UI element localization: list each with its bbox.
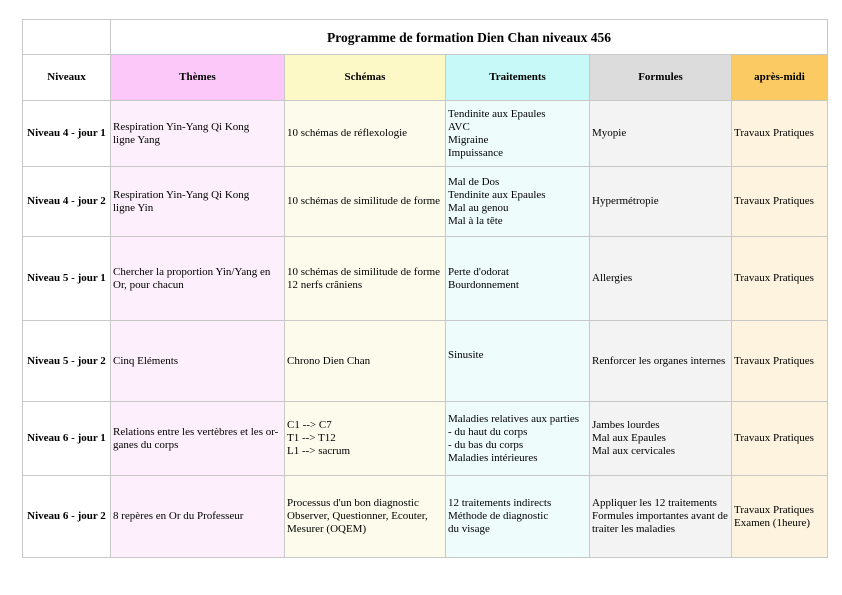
schemas-cell: 10 schémas de similitude de forme 12 nerfs crâniens (285, 237, 446, 321)
table-row (23, 101, 828, 167)
formules-cell: Renforcer les organes internes (590, 321, 732, 402)
formules-cell: Allergies (590, 237, 732, 321)
traitements-cell: Tendinite aux Epaules AVC Migraine Impuissance (446, 101, 590, 167)
apres-midi-cell: Travaux Pratiques (732, 237, 828, 321)
traitements-cell: Perte d'odorat Bourdonnement (446, 237, 590, 321)
header-formules: Formules (590, 55, 732, 101)
header-niveaux: Niveaux (23, 55, 111, 101)
schemas-cell: C1 --> C7 T1 --> T12 L1 --> sacrum (285, 402, 446, 476)
table-row (23, 237, 828, 321)
themes-cell: Respiration Yin-Yang Qi Kong ligne Yin (111, 167, 285, 237)
traitements-cell: Sinusite (446, 321, 590, 402)
header-row (23, 55, 828, 101)
header-traitements: Traitements (446, 55, 590, 101)
themes-cell: Respiration Yin-Yang Qi Kong ligne Yang (111, 101, 285, 167)
training-program-table (22, 19, 828, 558)
niveau-cell: Niveau 4 - jour 1 (23, 101, 111, 167)
traitements-cell: Mal de Dos Tendinite aux Epaules Mal au genou Mal à la tête (446, 167, 590, 237)
header-schemas: Schémas (285, 55, 446, 101)
schemas-cell: Chrono Dien Chan (285, 321, 446, 402)
themes-cell: Relations entre les vertèbres et les or- ganes du corps (111, 402, 285, 476)
table-row (23, 167, 828, 237)
apres-midi-cell: Travaux Pratiques (732, 321, 828, 402)
niveau-cell: Niveau 5 - jour 2 (23, 321, 111, 402)
table-row (23, 321, 828, 402)
formules-cell: Jambes lourdes Mal aux Epaules Mal aux cervicales (590, 402, 732, 476)
niveau-cell: Niveau 6 - jour 1 (23, 402, 111, 476)
formules-cell: Appliquer les 12 traitements Formules importantes avant de traiter les maladies (590, 476, 732, 558)
formules-cell: Hypermétropie (590, 167, 732, 237)
apres-midi-cell: Travaux Pratiques (732, 101, 828, 167)
themes-cell: Cinq Eléments (111, 321, 285, 402)
table-row (23, 476, 828, 558)
niveau-cell: Niveau 5 - jour 1 (23, 237, 111, 321)
apres-midi-cell: Travaux Pratiques (732, 402, 828, 476)
apres-midi-cell: Travaux Pratiques Examen (1heure) (732, 476, 828, 558)
formules-cell: Myopie (590, 101, 732, 167)
table-row (23, 402, 828, 476)
header-themes: Thèmes (111, 55, 285, 101)
themes-cell: Chercher la proportion Yin/Yang en Or, pour chacun (111, 237, 285, 321)
table-title: Programme de formation Dien Chan niveaux 456 (111, 20, 828, 55)
title-row (23, 20, 828, 55)
empty-corner-cell (23, 20, 111, 55)
apres-midi-cell: Travaux Pratiques (732, 167, 828, 237)
themes-cell: 8 repères en Or du Professeur (111, 476, 285, 558)
niveau-cell: Niveau 4 - jour 2 (23, 167, 111, 237)
traitements-cell: Maladies relatives aux parties - du haut du corps - du bas du corps Maladies intérieures (446, 402, 590, 476)
schemas-cell: 10 schémas de similitude de forme (285, 167, 446, 237)
schemas-cell: 10 schémas de réflexologie (285, 101, 446, 167)
header-apres-midi: après-midi (732, 55, 828, 101)
schemas-cell: Processus d'un bon diagnostic Observer, Questionner, Ecouter, Mesurer (OQEM) (285, 476, 446, 558)
niveau-cell: Niveau 6 - jour 2 (23, 476, 111, 558)
traitements-cell: 12 traitements indirects Méthode de diagnostic du visage (446, 476, 590, 558)
